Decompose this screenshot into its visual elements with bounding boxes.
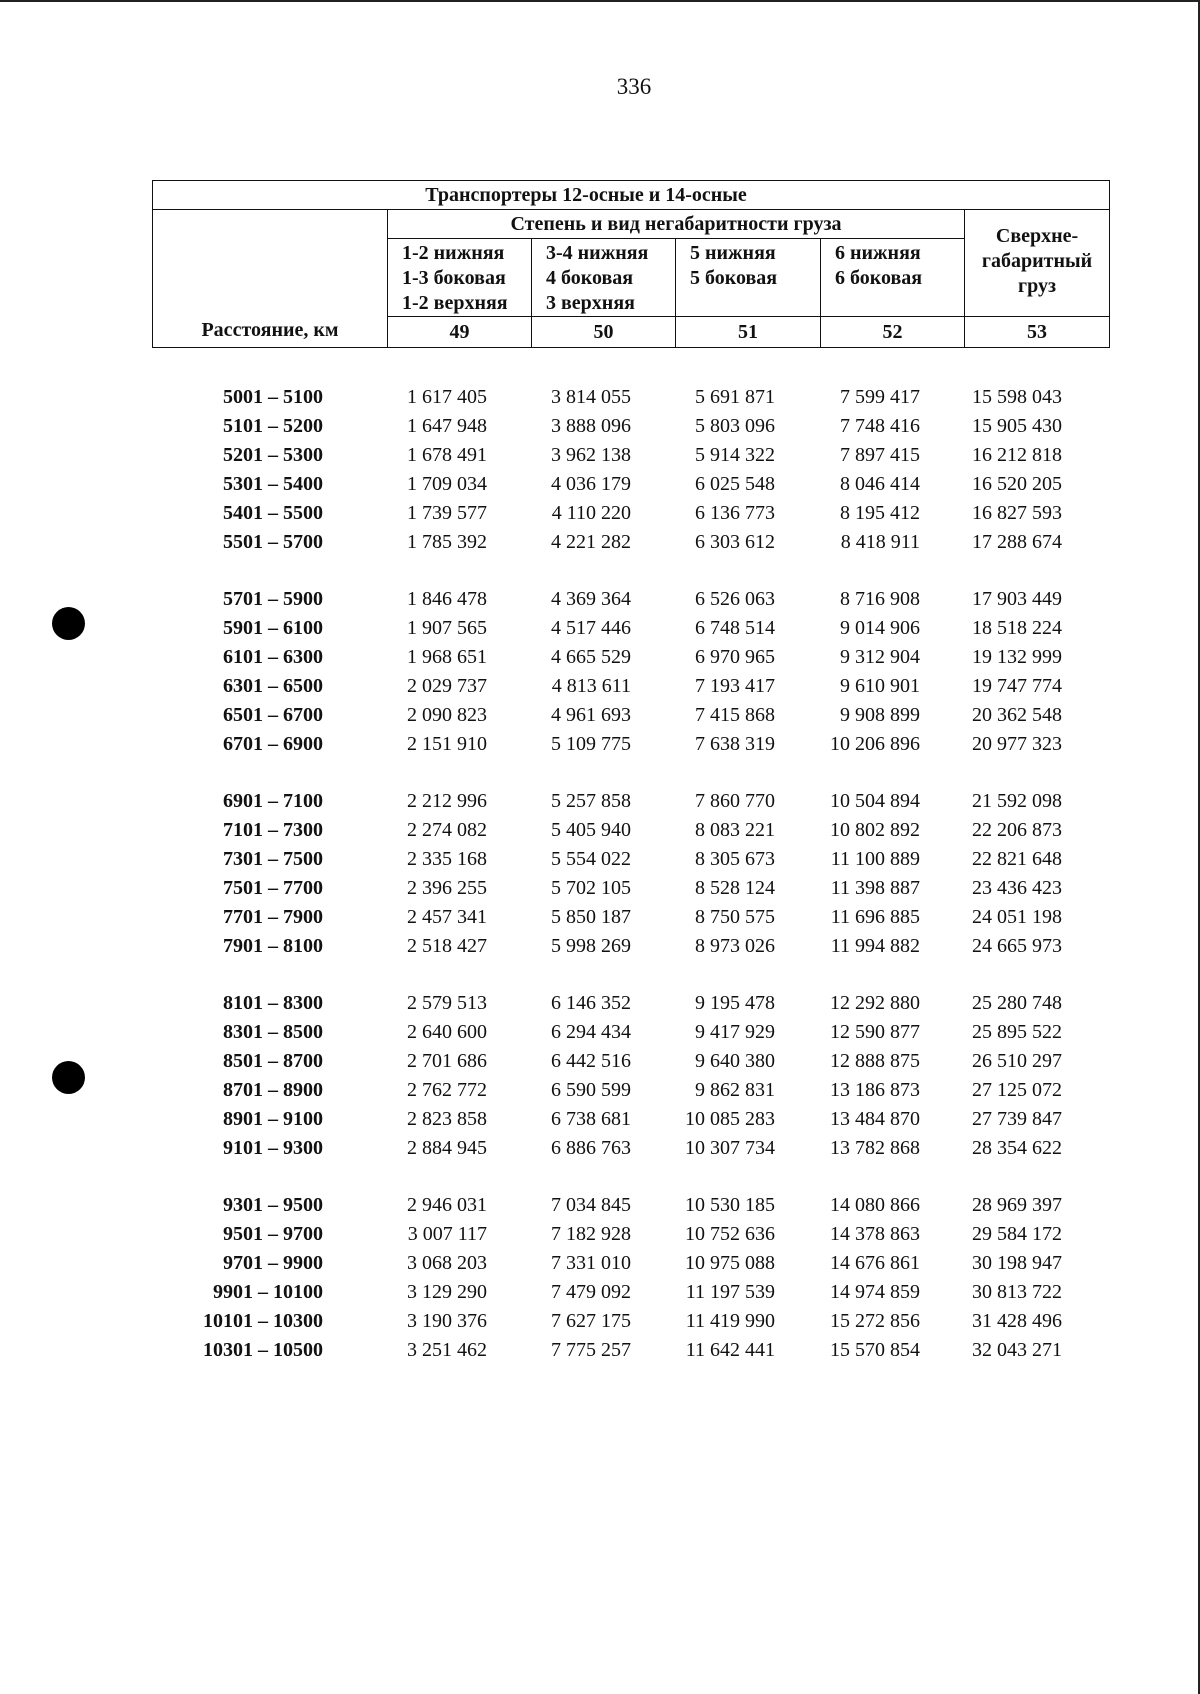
value-cell: 6 526 063	[695, 588, 775, 610]
value-cell: 5 914 322	[695, 444, 775, 466]
value-cell: 21 592 098	[972, 790, 1062, 812]
value-cell: 6 146 352	[551, 992, 631, 1014]
table-row	[152, 528, 1109, 557]
value-cell: 15 598 043	[972, 386, 1062, 408]
value-cell: 5 850 187	[551, 906, 631, 928]
value-cell: 5 803 096	[695, 415, 775, 437]
value-cell: 7 748 416	[840, 415, 920, 437]
value-cell: 6 025 548	[695, 473, 775, 495]
value-cell: 9 014 906	[840, 617, 920, 639]
distance-cell: 5001 – 5100	[223, 386, 323, 408]
column-header-line: 4 боковая	[546, 267, 634, 289]
column-number: 51	[676, 317, 821, 348]
value-cell: 20 362 548	[972, 704, 1062, 726]
value-cell: 22 206 873	[972, 819, 1062, 841]
distance-cell: 9701 – 9900	[223, 1252, 323, 1274]
distance-cell: 5301 – 5400	[223, 473, 323, 495]
value-cell: 2 457 341	[407, 906, 487, 928]
value-cell: 3 814 055	[551, 386, 631, 408]
value-cell: 9 610 901	[840, 675, 920, 697]
column-number: 50	[532, 317, 676, 348]
distance-cell: 9501 – 9700	[223, 1223, 323, 1245]
value-cell: 23 436 423	[972, 877, 1062, 899]
table-row	[152, 903, 1109, 932]
value-cell: 11 197 539	[685, 1281, 775, 1303]
column-header-50	[532, 239, 676, 317]
value-cell: 22 821 648	[972, 848, 1062, 870]
value-cell: 15 272 856	[830, 1310, 920, 1332]
value-cell: 4 369 364	[551, 588, 631, 610]
value-cell: 24 665 973	[972, 935, 1062, 957]
value-cell: 7 599 417	[840, 386, 920, 408]
distance-cell: 7701 – 7900	[223, 906, 323, 928]
value-cell: 7 860 770	[695, 790, 775, 812]
table-row	[152, 1307, 1109, 1336]
column-header-49	[388, 239, 532, 317]
value-cell: 4 221 282	[551, 531, 631, 553]
value-cell: 8 418 911	[840, 531, 920, 553]
value-cell: 7 775 257	[551, 1339, 631, 1361]
value-cell: 12 590 877	[830, 1021, 920, 1043]
value-cell: 27 125 072	[972, 1079, 1062, 1101]
value-cell: 25 895 522	[972, 1021, 1062, 1043]
distance-cell: 6101 – 6300	[223, 646, 323, 668]
value-cell: 4 665 529	[551, 646, 631, 668]
value-cell: 2 701 686	[407, 1050, 487, 1072]
table-title: Транспортеры 12-осные и 14-осные	[153, 181, 1110, 210]
oversize-header-line: габаритный	[981, 250, 1093, 272]
column-header-52	[821, 239, 965, 317]
distance-cell: 8901 – 9100	[223, 1108, 323, 1130]
value-cell: 25 280 748	[972, 992, 1062, 1014]
oversize-header-line: Сверхне-	[995, 225, 1079, 247]
value-cell: 12 888 875	[830, 1050, 920, 1072]
value-cell: 5 998 269	[551, 935, 631, 957]
value-cell: 7 627 175	[551, 1310, 631, 1332]
table-row	[152, 1018, 1109, 1047]
column-number: 53	[965, 317, 1110, 348]
value-cell: 9 195 478	[695, 992, 775, 1014]
value-cell: 11 642 441	[685, 1339, 775, 1361]
table-row	[152, 816, 1109, 845]
value-cell: 2 151 910	[407, 733, 487, 755]
value-cell: 2 823 858	[407, 1108, 487, 1130]
table-row	[152, 1047, 1109, 1076]
distance-cell: 7501 – 7700	[223, 877, 323, 899]
value-cell: 5 554 022	[551, 848, 631, 870]
table-row	[152, 441, 1109, 470]
value-cell: 15 570 854	[830, 1339, 920, 1361]
table-row	[152, 383, 1109, 412]
value-cell: 7 415 868	[695, 704, 775, 726]
distance-cell: 9901 – 10100	[213, 1281, 323, 1303]
value-cell: 6 303 612	[695, 531, 775, 553]
table-row	[152, 874, 1109, 903]
value-cell: 30 813 722	[972, 1281, 1062, 1303]
row-group	[152, 787, 1109, 961]
value-cell: 2 884 945	[407, 1137, 487, 1159]
distance-cell: 8101 – 8300	[223, 992, 323, 1014]
distance-cell: 10101 – 10300	[203, 1310, 323, 1332]
value-cell: 1 846 478	[407, 588, 487, 610]
value-cell: 10 802 892	[830, 819, 920, 841]
value-cell: 6 136 773	[695, 502, 775, 524]
value-cell: 8 046 414	[840, 473, 920, 495]
value-cell: 17 288 674	[972, 531, 1062, 553]
distance-cell: 5201 – 5300	[223, 444, 323, 466]
value-cell: 7 331 010	[551, 1252, 631, 1274]
value-cell: 3 962 138	[551, 444, 631, 466]
value-cell: 2 518 427	[407, 935, 487, 957]
value-cell: 9 862 831	[695, 1079, 775, 1101]
value-cell: 2 029 737	[407, 675, 487, 697]
distance-cell: 9301 – 9500	[223, 1194, 323, 1216]
value-cell: 7 034 845	[551, 1194, 631, 1216]
value-cell: 8 083 221	[695, 819, 775, 841]
value-cell: 5 109 775	[551, 733, 631, 755]
value-cell: 13 484 870	[830, 1108, 920, 1130]
row-group	[152, 585, 1109, 759]
value-cell: 10 975 088	[685, 1252, 775, 1274]
value-cell: 14 378 863	[830, 1223, 920, 1245]
value-cell: 14 676 861	[830, 1252, 920, 1274]
column-header-line: 3-4 нижняя	[546, 242, 649, 264]
column-header-line: 5 боковая	[690, 267, 778, 289]
value-cell: 2 762 772	[407, 1079, 487, 1101]
table-row	[152, 989, 1109, 1018]
distance-cell: 6501 – 6700	[223, 704, 323, 726]
scan-border-top	[0, 0, 1200, 2]
value-cell: 13 782 868	[830, 1137, 920, 1159]
table-row	[152, 1278, 1109, 1307]
value-cell: 2 946 031	[407, 1194, 487, 1216]
value-cell: 1 968 651	[407, 646, 487, 668]
value-cell: 11 100 889	[830, 848, 920, 870]
value-cell: 11 994 882	[830, 935, 920, 957]
column-header-line: 1-2 нижняя	[402, 242, 505, 264]
table-row	[152, 614, 1109, 643]
value-cell: 2 274 082	[407, 819, 487, 841]
value-cell: 4 813 611	[551, 675, 631, 697]
table-row	[152, 1076, 1109, 1105]
value-cell: 8 750 575	[695, 906, 775, 928]
column-number: 49	[388, 317, 532, 348]
value-cell: 6 590 599	[551, 1079, 631, 1101]
distance-cell: 7301 – 7500	[223, 848, 323, 870]
table-row	[152, 672, 1109, 701]
value-cell: 13 186 873	[830, 1079, 920, 1101]
column-header-line: 6 боковая	[835, 267, 923, 289]
value-cell: 7 897 415	[840, 444, 920, 466]
value-cell: 3 190 376	[407, 1310, 487, 1332]
page-number: 336	[616, 74, 652, 99]
row-group	[152, 989, 1109, 1163]
distance-column-header: Расстояние, км	[153, 210, 388, 348]
value-cell: 2 212 996	[407, 790, 487, 812]
value-cell: 30 198 947	[972, 1252, 1062, 1274]
degree-header: Степень и вид негабаритности груза	[388, 210, 965, 239]
value-cell: 3 068 203	[407, 1252, 487, 1274]
value-cell: 10 504 894	[830, 790, 920, 812]
value-cell: 16 520 205	[972, 473, 1062, 495]
value-cell: 11 398 887	[830, 877, 920, 899]
value-cell: 19 747 774	[972, 675, 1062, 697]
value-cell: 4 036 179	[551, 473, 631, 495]
value-cell: 26 510 297	[972, 1050, 1062, 1072]
distance-cell: 5101 – 5200	[223, 415, 323, 437]
table-row	[152, 1249, 1109, 1278]
value-cell: 6 738 681	[551, 1108, 631, 1130]
table-row	[152, 1105, 1109, 1134]
value-cell: 4 961 693	[551, 704, 631, 726]
distance-cell: 6701 – 6900	[223, 733, 323, 755]
distance-cell: 5701 – 5900	[223, 588, 323, 610]
column-header-line: 3 верхняя	[546, 292, 635, 314]
value-cell: 2 640 600	[407, 1021, 487, 1043]
value-cell: 14 080 866	[830, 1194, 920, 1216]
value-cell: 16 827 593	[972, 502, 1062, 524]
value-cell: 28 354 622	[972, 1137, 1062, 1159]
value-cell: 9 417 929	[695, 1021, 775, 1043]
value-cell: 5 257 858	[551, 790, 631, 812]
value-cell: 5 405 940	[551, 819, 631, 841]
table-row	[152, 701, 1109, 730]
table-row	[152, 643, 1109, 672]
column-header-line: 1-3 боковая	[402, 267, 506, 289]
table-row	[152, 412, 1109, 441]
value-cell: 8 973 026	[695, 935, 775, 957]
distance-cell: 8701 – 8900	[223, 1079, 323, 1101]
distance-cell: 10301 – 10500	[203, 1339, 323, 1361]
value-cell: 12 292 880	[830, 992, 920, 1014]
value-cell: 10 206 896	[830, 733, 920, 755]
column-header-line: 1-2 верхняя	[402, 292, 508, 314]
value-cell: 8 305 673	[695, 848, 775, 870]
distance-cell: 6301 – 6500	[223, 675, 323, 697]
distance-cell: 9101 – 9300	[223, 1137, 323, 1159]
value-cell: 7 638 319	[695, 733, 775, 755]
value-cell: 1 739 577	[407, 502, 487, 524]
oversize-header-line: груз	[1018, 275, 1057, 297]
value-cell: 9 312 904	[840, 646, 920, 668]
value-cell: 7 182 928	[551, 1223, 631, 1245]
column-header-line: 5 нижняя	[690, 242, 776, 264]
value-cell: 8 528 124	[695, 877, 775, 899]
value-cell: 17 903 449	[972, 588, 1062, 610]
column-number: 52	[821, 317, 965, 348]
table-row	[152, 499, 1109, 528]
row-group	[152, 383, 1109, 557]
value-cell: 31 428 496	[972, 1310, 1062, 1332]
value-cell: 1 907 565	[407, 617, 487, 639]
table-header	[152, 180, 1110, 348]
value-cell: 9 908 899	[840, 704, 920, 726]
value-cell: 2 579 513	[407, 992, 487, 1014]
value-cell: 2 335 168	[407, 848, 487, 870]
value-cell: 6 970 965	[695, 646, 775, 668]
value-cell: 5 691 871	[695, 386, 775, 408]
table-row	[152, 470, 1109, 499]
value-cell: 2 090 823	[407, 704, 487, 726]
table-row	[152, 730, 1109, 759]
row-group	[152, 1191, 1109, 1365]
distance-cell: 5901 – 6100	[223, 617, 323, 639]
table-row	[152, 932, 1109, 961]
value-cell: 4 517 446	[551, 617, 631, 639]
value-cell: 24 051 198	[972, 906, 1062, 928]
value-cell: 10 085 283	[685, 1108, 775, 1130]
distance-cell: 7901 – 8100	[223, 935, 323, 957]
value-cell: 29 584 172	[972, 1223, 1062, 1245]
value-cell: 1 678 491	[407, 444, 487, 466]
value-cell: 10 530 185	[685, 1194, 775, 1216]
column-header-51	[676, 239, 821, 317]
value-cell: 6 886 763	[551, 1137, 631, 1159]
table-row	[152, 845, 1109, 874]
value-cell: 1 647 948	[407, 415, 487, 437]
punch-hole-mark	[52, 607, 85, 640]
table-row	[152, 1134, 1109, 1163]
value-cell: 32 043 271	[972, 1339, 1062, 1361]
value-cell: 6 294 434	[551, 1021, 631, 1043]
table-row	[152, 1336, 1109, 1365]
value-cell: 3 129 290	[407, 1281, 487, 1303]
distance-cell: 7101 – 7300	[223, 819, 323, 841]
value-cell: 8 716 908	[840, 588, 920, 610]
value-cell: 10 307 734	[685, 1137, 775, 1159]
value-cell: 11 419 990	[685, 1310, 775, 1332]
table-row	[152, 1191, 1109, 1220]
value-cell: 10 752 636	[685, 1223, 775, 1245]
table-row	[152, 1220, 1109, 1249]
value-cell: 5 702 105	[551, 877, 631, 899]
distance-cell: 8301 – 8500	[223, 1021, 323, 1043]
value-cell: 7 479 092	[551, 1281, 631, 1303]
value-cell: 18 518 224	[972, 617, 1062, 639]
table-row	[152, 585, 1109, 614]
value-cell: 11 696 885	[830, 906, 920, 928]
punch-hole-mark	[52, 1061, 85, 1094]
value-cell: 19 132 999	[972, 646, 1062, 668]
distance-cell: 8501 – 8700	[223, 1050, 323, 1072]
value-cell: 1 785 392	[407, 531, 487, 553]
value-cell: 6 442 516	[551, 1050, 631, 1072]
table-body	[152, 383, 1109, 1393]
value-cell: 3 251 462	[407, 1339, 487, 1361]
value-cell: 15 905 430	[972, 415, 1062, 437]
oversize-header	[965, 210, 1110, 317]
value-cell: 28 969 397	[972, 1194, 1062, 1216]
value-cell: 1 617 405	[407, 386, 487, 408]
table-row	[152, 787, 1109, 816]
value-cell: 8 195 412	[840, 502, 920, 524]
value-cell: 1 709 034	[407, 473, 487, 495]
value-cell: 6 748 514	[695, 617, 775, 639]
column-header-line: 6 нижняя	[835, 242, 921, 264]
value-cell: 3 007 117	[407, 1223, 487, 1245]
value-cell: 3 888 096	[551, 415, 631, 437]
value-cell: 9 640 380	[695, 1050, 775, 1072]
value-cell: 14 974 859	[830, 1281, 920, 1303]
value-cell: 16 212 818	[972, 444, 1062, 466]
value-cell: 7 193 417	[695, 675, 775, 697]
value-cell: 2 396 255	[407, 877, 487, 899]
value-cell: 27 739 847	[972, 1108, 1062, 1130]
distance-cell: 5501 – 5700	[223, 531, 323, 553]
value-cell: 4 110 220	[551, 502, 631, 524]
value-cell: 20 977 323	[972, 733, 1062, 755]
distance-cell: 5401 – 5500	[223, 502, 323, 524]
distance-cell: 6901 – 7100	[223, 790, 323, 812]
